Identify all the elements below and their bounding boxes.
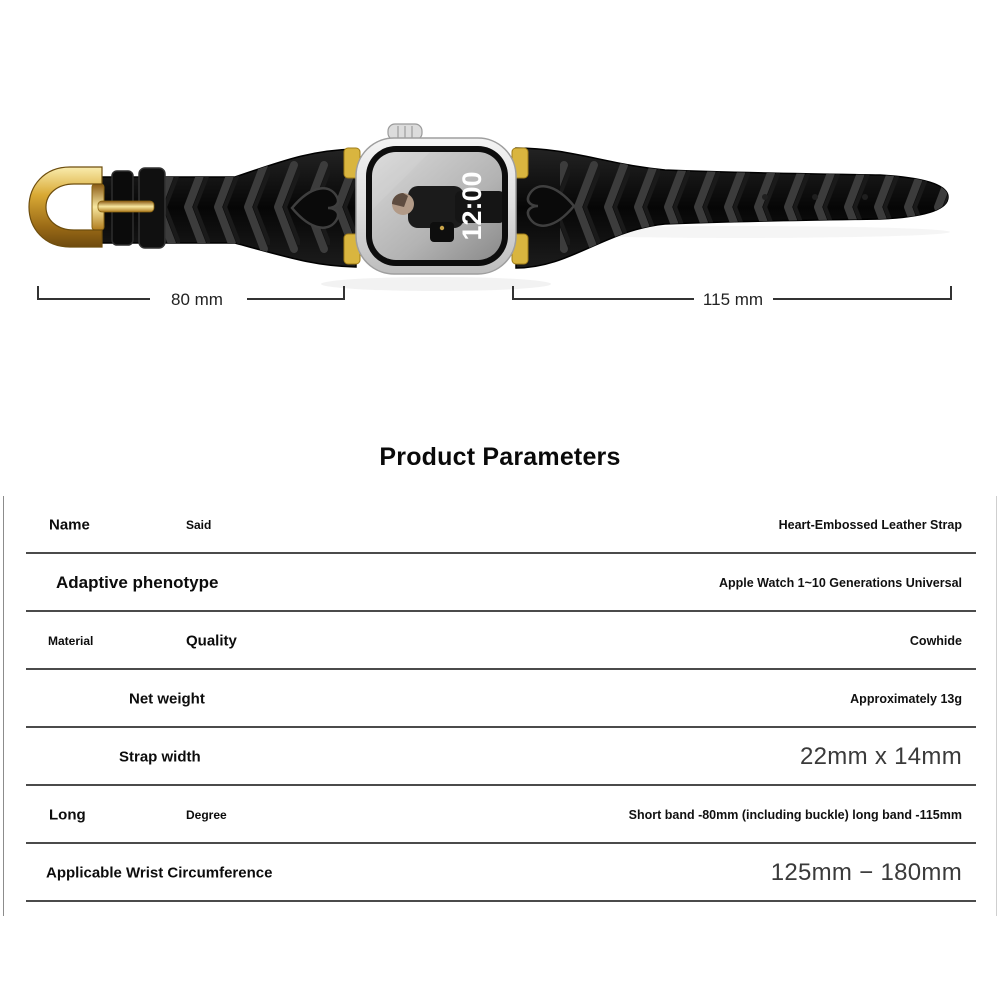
case-shadow	[321, 277, 551, 291]
row-labels	[4, 844, 344, 902]
table-row-material	[4, 612, 996, 670]
row-value: 22mm x 14mm	[800, 743, 962, 770]
measurement-short-label: 80 mm	[171, 290, 223, 309]
row-value: Short band -80mm (including buckle) long band -115mm	[628, 808, 962, 822]
row-label: Material	[48, 634, 94, 648]
table-row-net-weight	[4, 670, 996, 728]
table-row-length	[4, 786, 996, 844]
watch-strap-long	[516, 137, 960, 287]
row-value: Cowhide	[909, 634, 962, 648]
watch-illustration	[0, 0, 1000, 330]
row-value: Heart-Embossed Leather Strap	[778, 518, 962, 532]
row-labels	[4, 496, 344, 554]
time-display: 12:00	[457, 171, 487, 241]
chevron-pattern	[560, 137, 960, 287]
buckle-frame	[29, 167, 102, 247]
row-label: Net weight	[129, 690, 205, 708]
row-labels	[4, 612, 344, 670]
row-label: Long	[49, 806, 86, 824]
strap-hole	[762, 194, 768, 200]
table-row-name	[4, 496, 996, 554]
product-image	[0, 0, 1000, 330]
watch-case	[356, 124, 516, 274]
row-label: Strap width	[119, 748, 201, 766]
table-row-wrist-circumference	[4, 844, 996, 902]
row-labels	[4, 554, 344, 612]
row-label: Applicable Wrist Circumference	[46, 864, 273, 882]
measurement-long-label: 115 mm	[702, 290, 764, 309]
parameters-table	[3, 496, 997, 916]
row-labels	[4, 786, 344, 844]
table-row-strap-width	[4, 728, 996, 786]
strap-hole	[812, 194, 818, 200]
row-sublabel: Quality	[186, 632, 237, 650]
strap-hole	[862, 194, 868, 200]
row-labels	[4, 670, 344, 728]
table-row-adaptive-phenotype	[4, 554, 996, 612]
row-sublabel: Degree	[186, 808, 227, 822]
row-value: Approximately 13g	[850, 692, 962, 706]
row-label: Name	[49, 516, 90, 534]
row-sublabel: Said	[186, 518, 212, 532]
row-value: Apple Watch 1~10 Generations Universal	[718, 576, 962, 590]
row-labels	[4, 728, 344, 786]
row-value: 125mm − 180mm	[770, 859, 962, 886]
buckle-prong	[98, 201, 154, 212]
row-label: Adaptive phenotype	[56, 573, 219, 592]
page-title: Product Parameters	[379, 443, 621, 471]
